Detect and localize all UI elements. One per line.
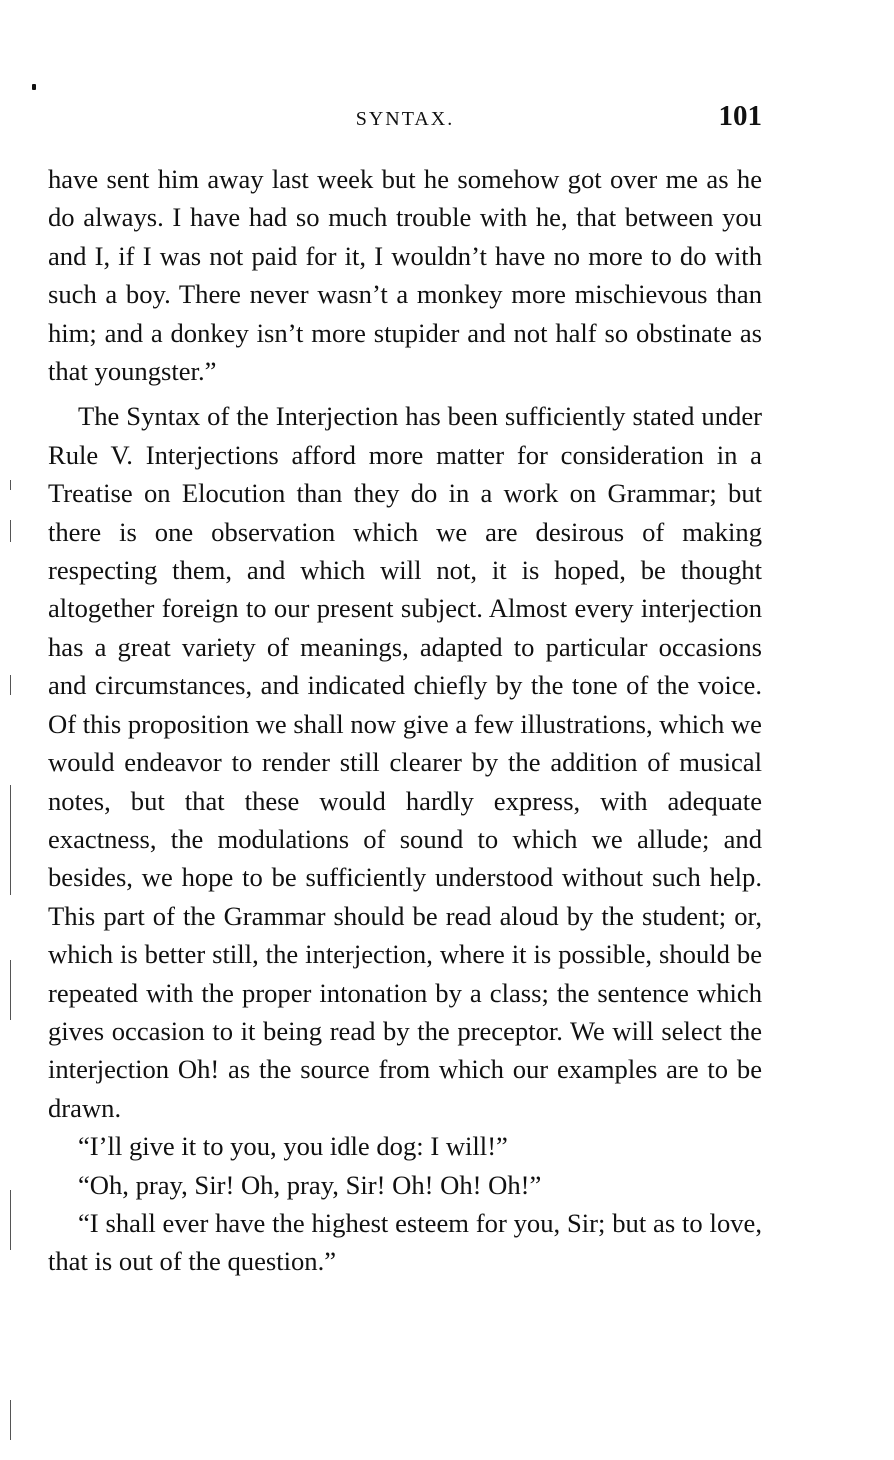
scan-artifact xyxy=(10,960,11,1020)
scan-artifact xyxy=(10,480,11,490)
paragraph-interjection-syntax: The Syntax of the Interjection has been sufficiently stated under Rule V. Interjections afford more matter for consideration in a Treatise on Elocution than they do in a work on Grammar; but there is one observation which we are desirous of making respecting them, and which will not, it is hoped, be thought altogether foreign to our present subject. Almost every interjection has a great variety of meanings, adapted to particular occasions and circumstances, and indicated chiefly by the tone of the voice. Of this proposition we shall now give a few illustrations, which we would endeavor to render still clearer by the addition of musical notes, but that these would hardly express, with adequate exactness, the modulations of sound to which we allude; and besides, we hope to be sufficiently understood without such help. This part of the Grammar should be read aloud by the student; or, which is better still, the interjection, where it is possible, should be repeated with the proper intonation by a class; the sentence which gives occasion to it being read by the preceptor. We will select the interjection Oh! as the source from which our examples are to be drawn. xyxy=(48,401,762,1123)
scan-artifact xyxy=(10,675,11,695)
quote-pray-sir: “Oh, pray, Sir! Oh, pray, Sir! Oh! Oh! Oh!” xyxy=(78,1169,542,1200)
stray-mark xyxy=(32,84,36,90)
page-header xyxy=(48,100,762,140)
scan-artifact xyxy=(10,520,11,542)
paragraph-continuation: have sent him away last week but he somehow got over me as he do always. I have had so much trouble with he, that between you and I, if I was not paid for it, I wouldn’t have no more to do with such a boy. There never wasn’t a monkey more mischievous than him; and a donkey isn’t more stupider and not half so obstinate as that youngster.” xyxy=(48,164,762,387)
running-head: SYNTAX. xyxy=(355,108,455,130)
quote-idle-dog: “I’ll give it to you, you idle dog: I will!” xyxy=(78,1131,508,1162)
page-number: 101 xyxy=(718,100,762,132)
body-text xyxy=(48,160,762,1281)
quote-esteem: “I shall ever have the highest esteem for you, Sir; but as to love, that is out of the question.” xyxy=(48,1207,762,1277)
scan-artifact xyxy=(10,1190,11,1250)
scan-artifact xyxy=(10,785,11,895)
scan-artifact xyxy=(10,1400,11,1440)
